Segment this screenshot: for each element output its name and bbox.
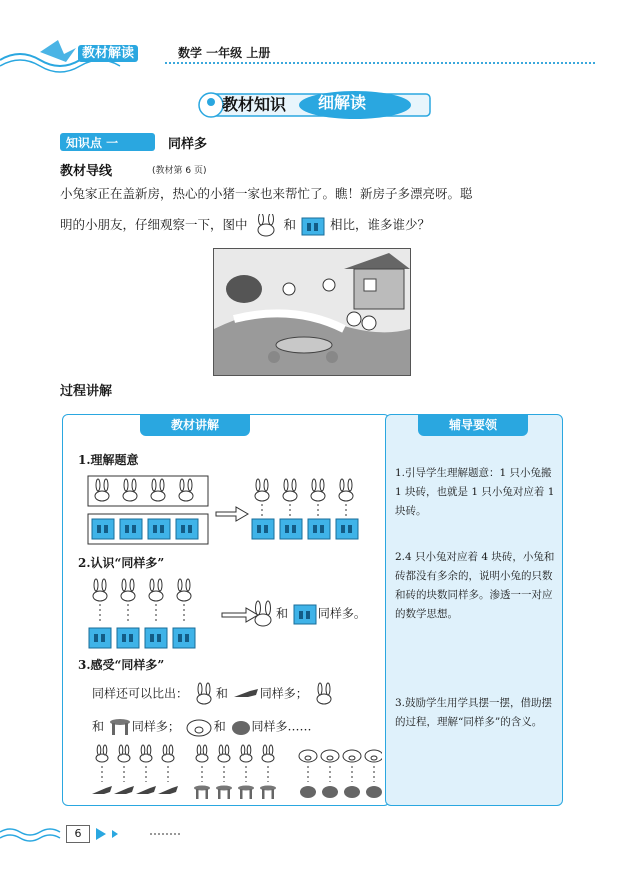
pig-icon (184, 716, 214, 738)
section-3-title: 3.感受“同样多” (78, 658, 165, 672)
page-number: 6 (66, 825, 90, 843)
banner-title-highlight: 细解读 (318, 93, 367, 112)
footer-wave-decoration (0, 822, 627, 846)
header-logo: 教材解读 (78, 42, 138, 61)
section-2-title: 2.认识“同样多” (78, 556, 165, 570)
section-2-diagram (86, 576, 226, 650)
knowledge-point-title: 同样多 (168, 137, 208, 152)
guidance-note-1: 1.引导学生理解题意：1 只小兔搬 1 块砖，也就是 1 只小兔对应着 1 块砖。 (395, 467, 555, 517)
brick-icon (300, 215, 326, 237)
section-3-diagram (92, 744, 382, 802)
section-2-result: 和 同样多。 (250, 600, 366, 628)
rabbit-icon (250, 600, 276, 628)
header-divider (165, 62, 595, 64)
textbook-ref: (教材第 6 页) (152, 166, 207, 176)
intro-line-1: 小兔家正在盖新房，热心的小猪一家也来帮忙了。瞧！新房子多漂亮呀。聪 (60, 186, 473, 201)
rabbit-icon (252, 214, 280, 238)
rabbit-house-illustration (213, 248, 411, 376)
brick-icon (292, 602, 318, 626)
section-1-title: 1.理解题意 (78, 453, 139, 467)
guidance-note-3: 3.鼓励学生用学具摆一摆，借助摆的过程，理解“同样多”的含义。 (395, 697, 553, 728)
process-label: 过程讲解 (60, 384, 113, 399)
tab-guidance: 辅导要领 (418, 414, 528, 436)
guidance-note-2: 2.4 只小兔对应着 4 块砖，小兔和砖都没有多余的，说明小兔的只数和砖的块数同样多。渗透一一对应的数学思想。 (395, 551, 555, 620)
shovel-icon (232, 687, 260, 701)
intro-line-2: 明的小朋友，仔细观察一下，图中 和 相比，谁多谁少？ (60, 212, 580, 238)
knowledge-point-label: 知识点 一 (66, 136, 119, 150)
tab-explanation: 教材讲解 (140, 414, 250, 436)
stool-icon (108, 717, 132, 737)
textbook-lead-label: 教材导线 (60, 164, 113, 179)
header-subtitle: 数学 一年级 上册 (178, 46, 271, 60)
banner-title: 教材知识 (222, 95, 287, 114)
rabbit-icon (312, 682, 336, 706)
stone-icon (230, 717, 252, 737)
section-3-line-2: 和 同样多； 和 同样多…… (92, 716, 312, 738)
section-1-diagram (86, 474, 366, 546)
section-3-line-1: 同样还可以比出： 和 同样多； (92, 682, 336, 706)
rabbit-icon (192, 682, 216, 706)
